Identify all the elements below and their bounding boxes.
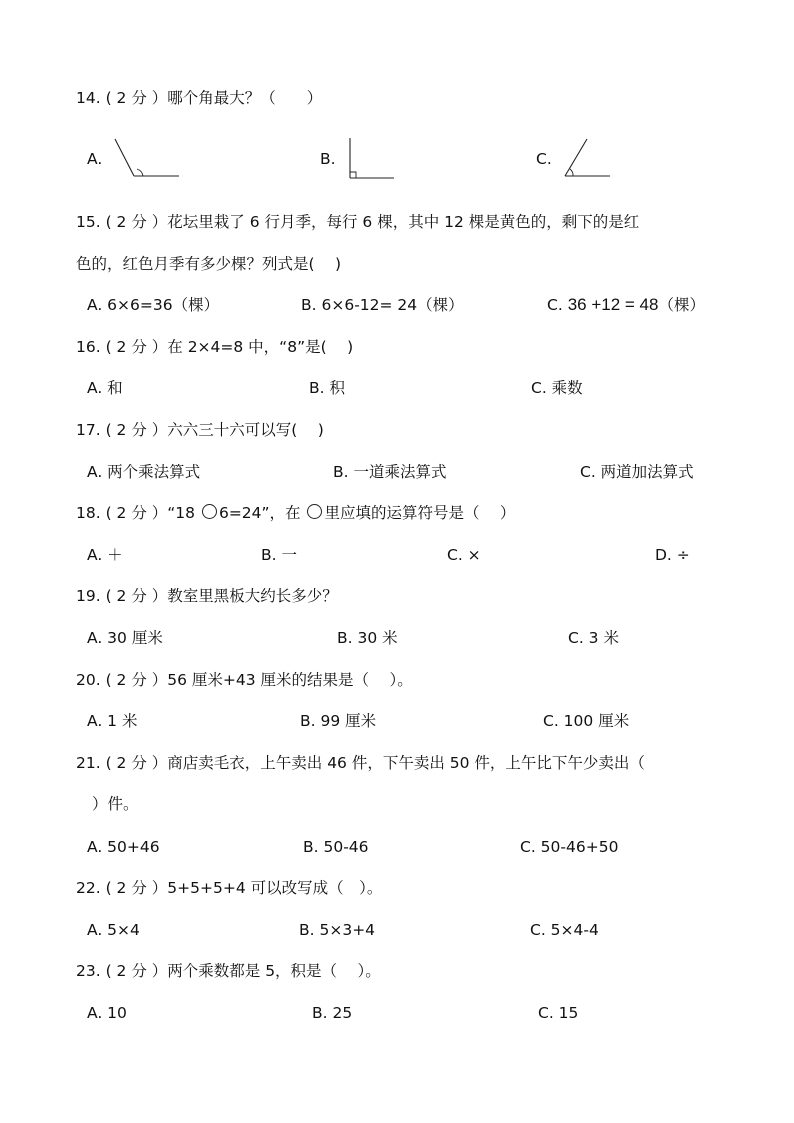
q21-option-a[interactable]: A. 50+46 xyxy=(87,838,160,856)
q21-option-b[interactable]: B. 50-46 xyxy=(303,838,369,856)
question-20-stem: 20. ( 2 分 ）56 厘米+43 厘米的结果是（ ）。 xyxy=(76,671,413,689)
blank-circle-icon xyxy=(202,504,217,519)
question-16-stem: 16. ( 2 分 ）在 2×4=8 中，“8”是( ) xyxy=(76,338,354,356)
q15-option-c-expression: 36 +12 = 48 xyxy=(567,295,659,314)
q14-option-b[interactable]: B. xyxy=(320,150,336,168)
q20-option-b[interactable]: B. 99 厘米 xyxy=(300,712,377,730)
right-angle-figure xyxy=(344,136,396,180)
question-15-stem-line2: 色的，红色月季有多少棵？列式是( ) xyxy=(76,255,342,273)
q15-option-c-letter: C. xyxy=(547,296,563,314)
q18-stem-part2: 6=24”，在 xyxy=(218,504,306,522)
q23-option-b[interactable]: B. 25 xyxy=(312,1004,353,1022)
acute-angle-figure xyxy=(560,136,612,180)
q15-option-b[interactable]: B. 6×6-12= 24（棵） xyxy=(301,296,464,314)
q18-option-a[interactable]: A. ＋ xyxy=(87,546,123,564)
q19-option-c[interactable]: C. 3 米 xyxy=(568,629,619,647)
q18-stem-part3: 里应填的运算符号是（ ） xyxy=(324,504,516,522)
q23-option-c[interactable]: C. 15 xyxy=(538,1004,579,1022)
question-23-stem: 23. ( 2 分 ）两个乘数都是 5，积是（ ）。 xyxy=(76,962,381,980)
q15-option-a[interactable]: A. 6×6=36（棵） xyxy=(87,296,220,314)
question-17-stem: 17. ( 2 分 ）六六三十六可以写( ) xyxy=(76,421,324,439)
question-21-stem-line1: 21. ( 2 分 ）商店卖毛衣，上午卖出 46 件，下午卖出 50 件，上午比下午少卖出（ xyxy=(76,754,645,772)
question-15-stem-line1: 15. ( 2 分 ）花坛里栽了 6 行月季，每行 6 棵，其中 12 棵是黄色的，剩下的是红 xyxy=(76,213,640,231)
question-22-stem: 22. ( 2 分 ）5+5+5+4 可以改写成（ ）。 xyxy=(76,879,383,897)
q17-option-a[interactable]: A. 两个乘法算式 xyxy=(87,463,201,481)
q19-option-b[interactable]: B. 30 米 xyxy=(337,629,398,647)
q20-option-a[interactable]: A. 1 米 xyxy=(87,712,138,730)
blank-circle-icon xyxy=(307,504,322,519)
question-21-stem-line2: ）件。 xyxy=(92,795,139,813)
q21-option-c[interactable]: C. 50-46+50 xyxy=(520,838,619,856)
question-14-stem: 14. ( 2 分 ）哪个角最大？（ ） xyxy=(76,89,323,107)
q18-option-c[interactable]: C. × xyxy=(447,546,481,564)
q20-option-c[interactable]: C. 100 厘米 xyxy=(543,712,630,730)
q15-option-c-unit: （棵） xyxy=(658,296,705,314)
q18-option-d[interactable]: D. ÷ xyxy=(655,546,690,564)
q15-option-c[interactable] xyxy=(547,295,705,315)
q16-option-c[interactable]: C. 乘数 xyxy=(531,379,583,397)
q18-option-b[interactable]: B. 一 xyxy=(261,546,297,564)
q22-option-a[interactable]: A. 5×4 xyxy=(87,921,140,939)
question-18-stem xyxy=(76,503,515,523)
q22-option-c[interactable]: C. 5×4-4 xyxy=(530,921,599,939)
q16-option-a[interactable]: A. 和 xyxy=(87,379,123,397)
q14-option-c[interactable]: C. xyxy=(536,150,552,168)
q23-option-a[interactable]: A. 10 xyxy=(87,1004,127,1022)
obtuse-angle-figure xyxy=(110,136,182,180)
q19-option-a[interactable]: A. 30 厘米 xyxy=(87,629,163,647)
question-19-stem: 19. ( 2 分 ）教室里黑板大约长多少？ xyxy=(76,587,338,605)
q14-option-a[interactable]: A. xyxy=(87,150,103,168)
q22-option-b[interactable]: B. 5×3+4 xyxy=(299,921,376,939)
q17-option-b[interactable]: B. 一道乘法算式 xyxy=(333,463,447,481)
q16-option-b[interactable]: B. 积 xyxy=(309,379,345,397)
q18-stem-part1: 18. ( 2 分 ）“18 xyxy=(76,504,200,522)
q17-option-c[interactable]: C. 两道加法算式 xyxy=(580,463,694,481)
